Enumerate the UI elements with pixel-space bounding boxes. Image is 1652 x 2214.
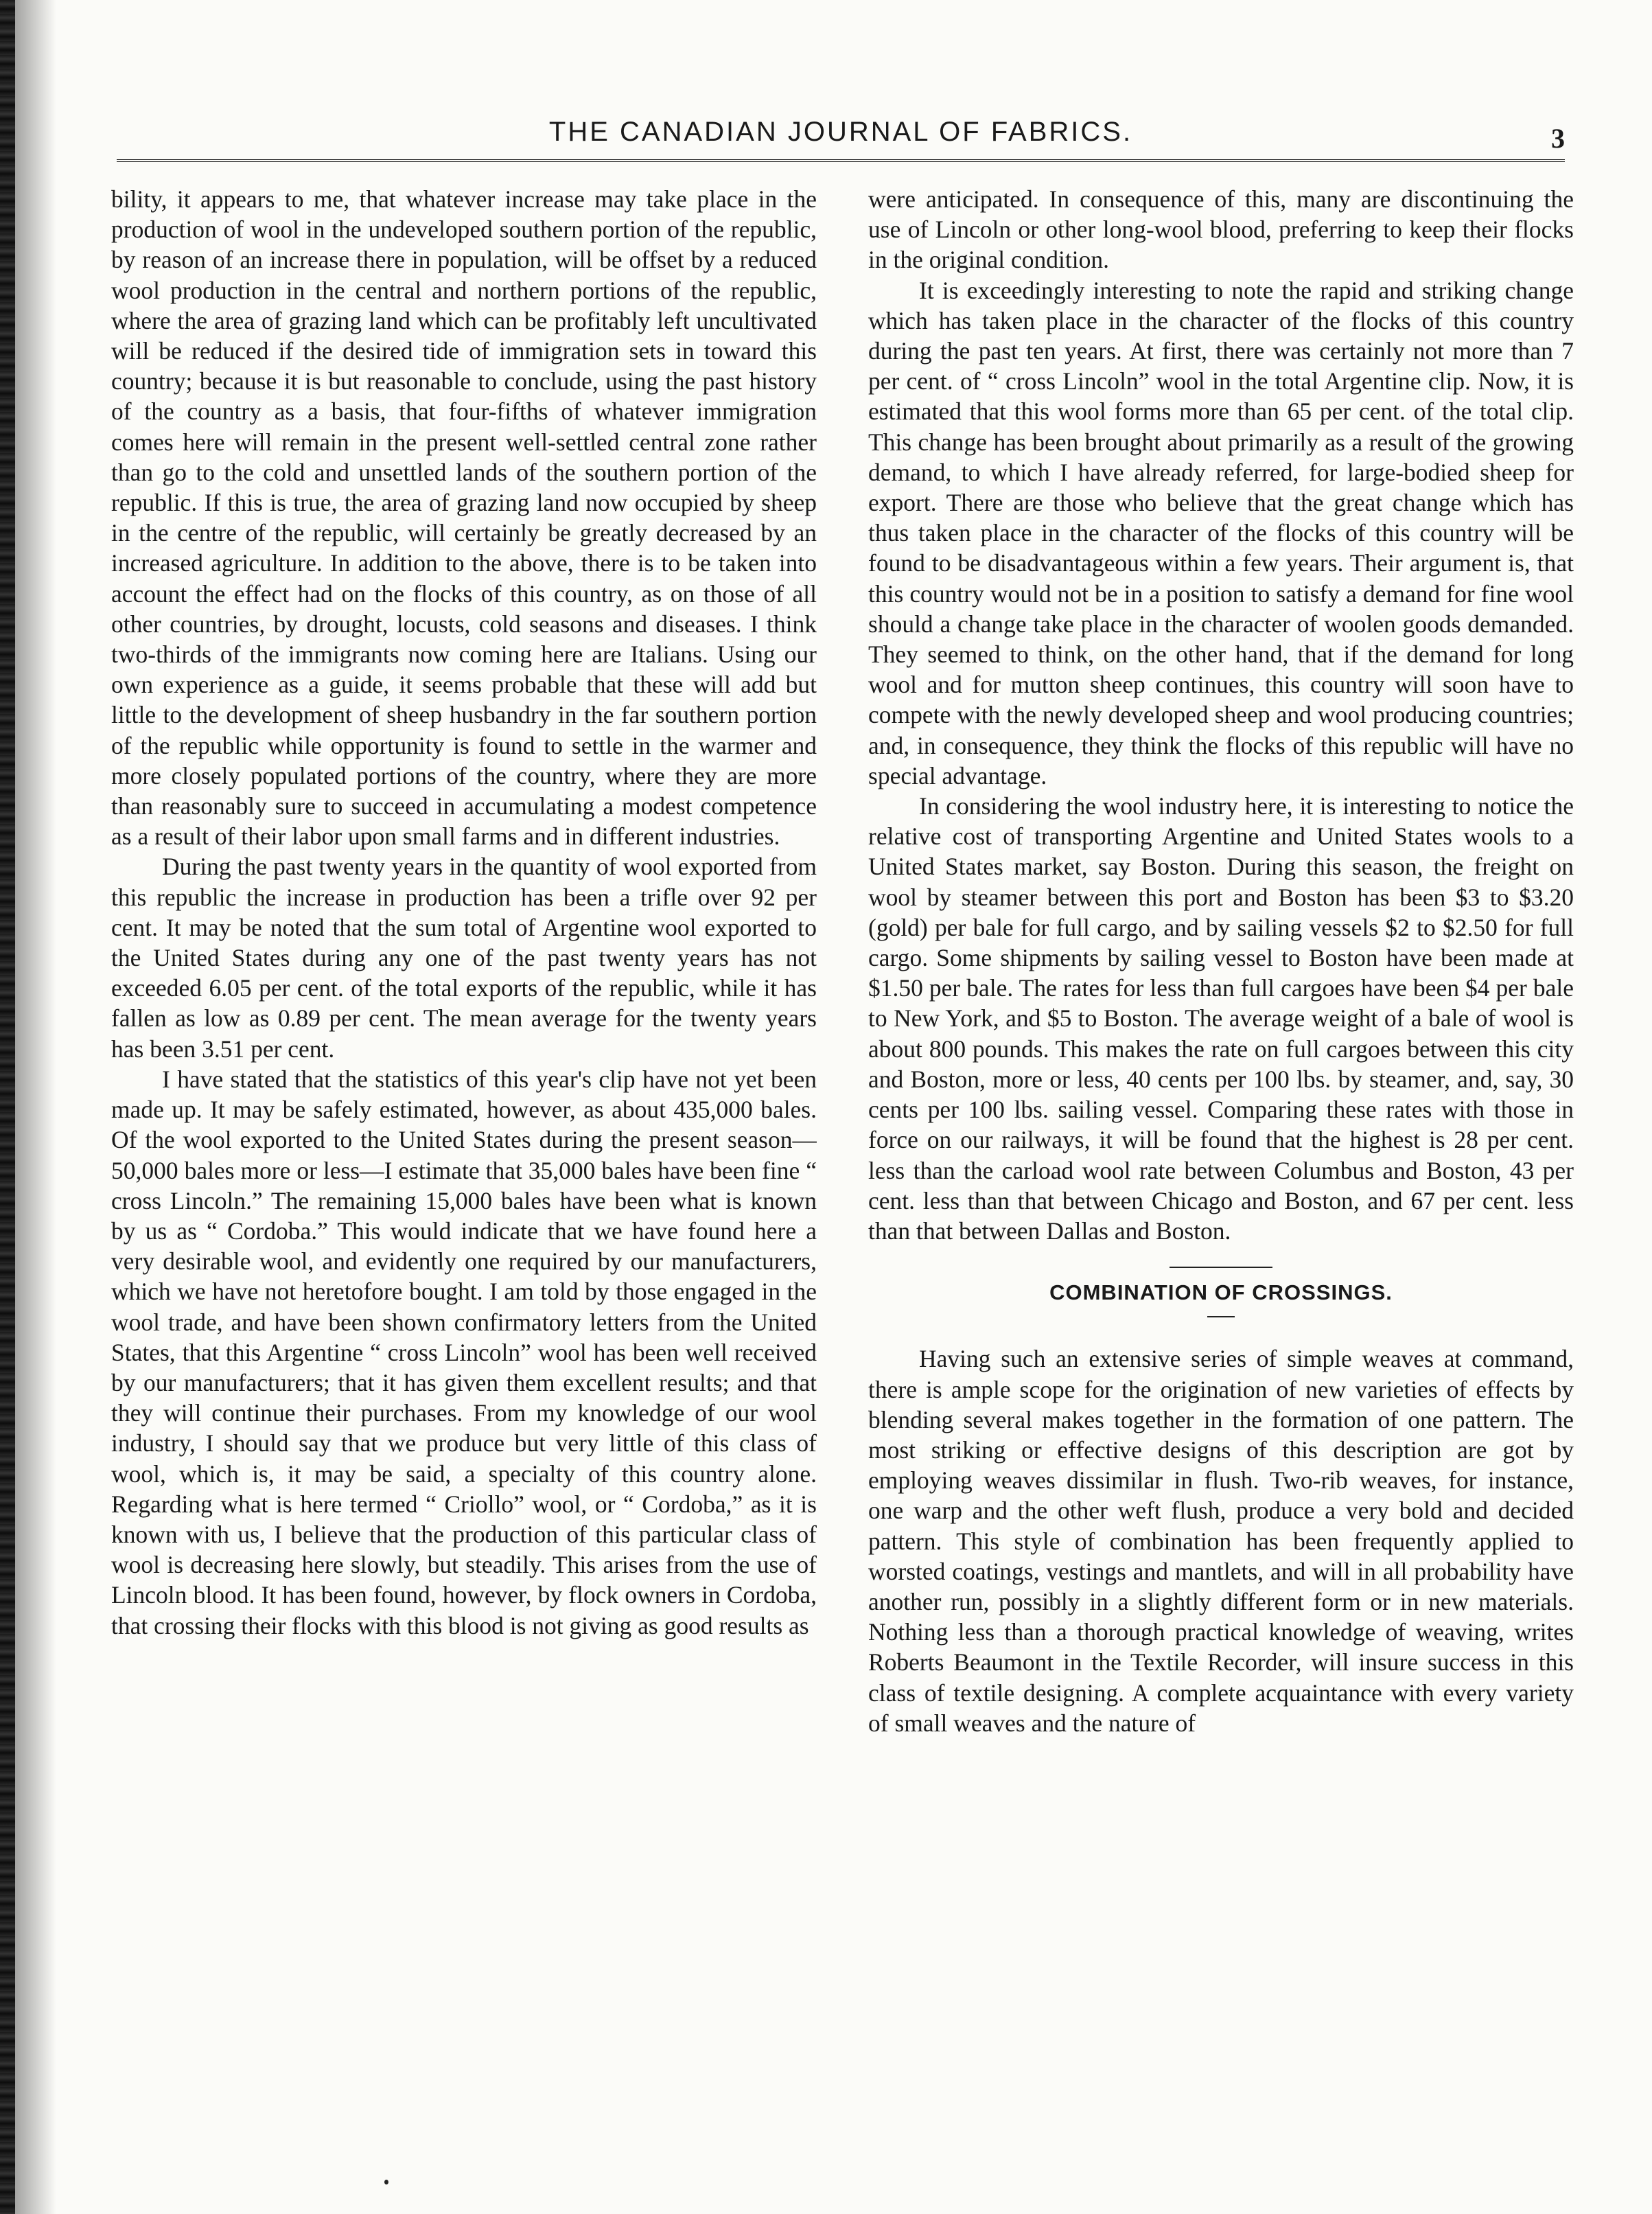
- paragraph: were anticipated. In consequence of this, many are discontinuing the use of Lincoln or other long-wool blood, preferring to keep their flocks in the original condition.: [868, 185, 1574, 274]
- page-number: 3: [1551, 123, 1565, 154]
- paragraph: In considering the wool industry here, it is interesting to notice the relative cost of transporting Argentine and United States wools to a United States market, say Boston. During this season, the freight on wool by steamer between this port and Boston has been $3 to $3.20 (gold) per bale for full cargo, and by sailing vessels $2 to $2.50 for full cargo. Some shipments by sailing vessel to Boston have been made at $1.50 per bale. The rates for less than full cargoes have been $4 per bale to New York, and $5 to Boston. The average weight of a bale of wool is about 800 pounds. This makes the rate on full cargoes between this city and Boston, more or less, 40 cents per 100 lbs. by steamer, and, say, 30 cents per 100 lbs. sailing vessel. Comparing these rates with those in force on our railways, it will be found that the highest is 28 per cent. less than the carload wool rate between Columbus and Boston, 43 per cent. less than that between Chicago and Boston, and 67 per cent. less than that between Dallas and Boston.: [868, 792, 1574, 1245]
- journal-title: THE CANADIAN JOURNAL OF FABRICS.: [548, 117, 1133, 147]
- paragraph: It is exceedingly interesting to note the rapid and striking change which has taken place in the character of the flocks of this country during the past ten years. At first, there was certainly not more than 7 per cent. of “ cross Lincoln” wool in the total Argentine clip. Now, it is estimated that this wool forms more than 65 per cent. of the total clip. This change has been brought about primarily as a result of the growing demand, to which I have already referred, for large-bodied sheep for export. There are those who believe that the great change which has thus taken place in the character of the flocks of this country will be found to be disadvantageous within a few years. Their argument is, that this country would not be in a position to satisfy a demand for fine wool should a change take place in the character of woolen goods demanded. They seemed to think, on the other hand, that if the demand for long wool and for mutton sheep continues, this country will soon have to compete with the newly developed sheep and wool producing countries; and, in consequence, they think the flocks of this republic will have no special advantage.: [868, 276, 1574, 789]
- binding-edge-shadow: [0, 0, 15, 2214]
- paragraph: During the past twenty years in the quantity of wool exported from this republic the increase in production has been a trifle over 92 per cent. It may be noted that the sum total of Argentine wool exported to the United States during any one of the past twenty years has not exceeded 6.05 per cent. of the total exports of the republic, while it has fallen as low as 0.89 per cent. The mean average for the twenty years has been 3.51 per cent.: [111, 853, 817, 1063]
- header-rule: [117, 159, 1565, 162]
- running-head: [117, 117, 1565, 159]
- right-column: [868, 184, 1574, 2189]
- section-heading: [868, 1267, 1574, 1317]
- heading-rule-top: [1170, 1267, 1272, 1268]
- ink-speck: [384, 2180, 388, 2184]
- paragraph: bility, it appears to me, that whatever increase may take place in the production of wool in the undeveloped southern portion of the republic, by reason of an increase there in population, will be offset by a reduced wool production in the central and northern portions of the republic, where the area of grazing land which can be profitably left uncultivated will be reduced if the desired tide of immigration sets in toward this country; because it is but reasonable to conclude, using the past history of the country as a basis, that four-fifths of whatever immigration comes here will remain in the present well-settled central zone rather than go to the cold and unsettled lands of the southern portion of the republic. If this is true, the area of grazing land now occupied by sheep in the centre of the republic, will certainly be greatly decreased by an increased agriculture. In addition to the above, there is to be taken into account the effect had on the flocks of this country, as on those of all other countries, by drought, locusts, cold seasons and diseases. I think two-thirds of the immigrants now coming here are Italians. Using our own experience as a guide, it seems probable that these will add but little to the development of sheep husbandry in the far southern portion of the republic while opportunity is found to settle in the warmer and more closely populated portions of the country, where they are more than reasonably sure to succeed in accumulating a modest competence as a result of their labor upon small farms and in different industries.: [111, 185, 817, 851]
- paragraph: Having such an extensive series of simple weaves at command, there is ample scope for the origination of new varieties of effects by blending several makes together in the formation of one pattern. The most striking or effective designs of this description are got by employing weaves dissimilar in flush. Two-rib weaves, for instance, one warp and the other weft flush, produce a very bold and decided pattern. This style of combination has been frequently applied to worsted coatings, vestings and mantlets, and will in all probability have another run, possibly in a slightly different form or in new materials. Nothing less than a thorough practical knowledge of weaving, writes Roberts Beaumont in the Textile Recorder, will insure success in this class of textile designing. A complete acquaintance with every variety of small weaves and the nature of: [868, 1345, 1574, 1737]
- paragraph: I have stated that the statistics of this year's clip have not yet been made up. It may be safely estimated, however, as about 435,000 bales. Of the wool exported to the United States during the present season—50,000 bales more or less—I estimate that 35,000 bales have been fine “ cross Lincoln.” The remaining 15,000 bales have been what is known by us as “ Cordoba.” This would indicate that we have found here a very desirable wool, and evidently one required by our manufacturers, which we have not heretofore bought. I am told by those engaged in the wool trade, and have been shown confirmatory letters from the United States, that this Argentine “ cross Lincoln” wool has been well received by our manufacturers; that it has given them excellent results; and that they will continue their purchases. From my knowledge of our wool industry, I should say that we produce but very little of this class of wool, which is, it may be said, a specialty of this country alone. Regarding what is here termed “ Criollo” wool, or “ Cordoba,” as it is known with us, I believe that the production of this particular class of wool is decreasing here slowly, but steadily. This arises from the use of Lincoln blood. It has been found, however, by flock owners in Cordoba, that crossing their flocks with this blood is not giving as good results as: [111, 1065, 817, 1639]
- section-heading-text: COMBINATION OF CROSSINGS.: [1049, 1280, 1393, 1305]
- heading-rule-bottom: [1207, 1316, 1235, 1317]
- binding-gradient: [15, 0, 56, 2214]
- left-column: [111, 184, 817, 2189]
